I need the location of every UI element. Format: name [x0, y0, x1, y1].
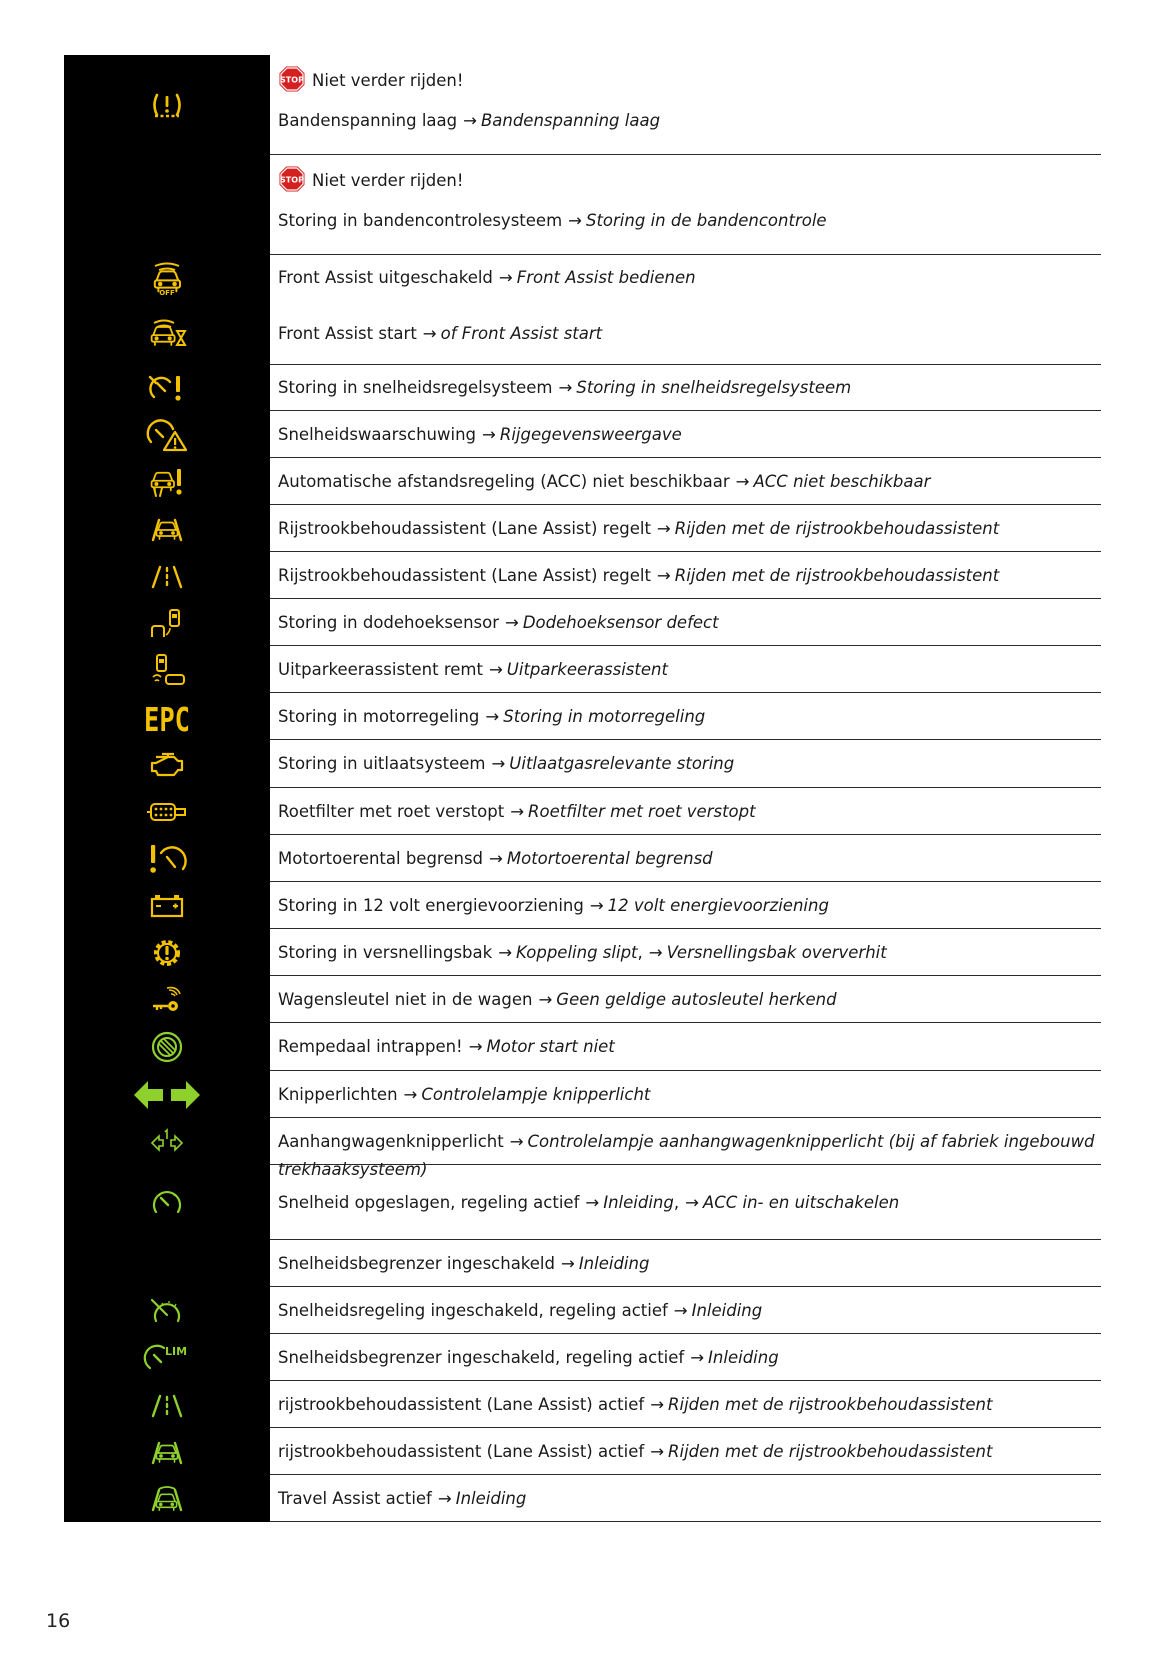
- table-row: [64, 1023, 1101, 1071]
- cross-reference-link[interactable]: ACC niet beschikbaar: [753, 472, 931, 491]
- stop-sign-icon: [278, 65, 306, 99]
- description-text: Niet verder rijden!: [312, 71, 464, 90]
- stop-warning-line: [278, 165, 1097, 199]
- description-cell: [270, 458, 1101, 505]
- table-row: [64, 929, 1101, 976]
- turn-signals-icon: [132, 1079, 202, 1111]
- icon-cell: [64, 788, 270, 835]
- icon-cell: [64, 1287, 270, 1334]
- description-line: [278, 424, 1097, 446]
- description-cell: [270, 976, 1101, 1023]
- description-line: [278, 1253, 1097, 1275]
- description-cell: [270, 929, 1101, 976]
- description-cell: [270, 505, 1101, 552]
- table-row: [64, 740, 1101, 788]
- arrow-icon: →: [648, 943, 663, 962]
- description-line: [278, 1488, 1097, 1510]
- table-row: [64, 882, 1101, 929]
- icon-cell: [64, 976, 270, 1023]
- description-cell: [270, 835, 1101, 882]
- description-line: [278, 518, 1097, 540]
- cross-reference-link[interactable]: Uitlaatgasrelevante storing: [509, 754, 735, 773]
- arrow-icon: →: [589, 896, 604, 915]
- description-text: Niet verder rijden!: [312, 171, 464, 190]
- description-cell: [270, 1240, 1101, 1287]
- table-row: [64, 599, 1101, 646]
- description-line: [278, 323, 1097, 345]
- table-row: [64, 155, 1101, 255]
- description-cell: [270, 1428, 1101, 1475]
- description-text: Front Assist start: [278, 324, 417, 343]
- cross-reference-link[interactable]: Inleiding: [691, 1301, 763, 1320]
- cross-reference-link[interactable]: Inleiding: [603, 1193, 674, 1212]
- arrow-icon: →: [437, 1489, 452, 1508]
- arrow-icon: →: [510, 802, 525, 821]
- icon-cell: [64, 55, 270, 155]
- lane-assist-car-amber-icon: [147, 514, 187, 544]
- description-text: Storing in snelheidsregelsysteem: [278, 378, 553, 397]
- cruise-control-fault-icon: [148, 373, 186, 403]
- arrow-icon: →: [585, 1193, 600, 1212]
- description-text: Snelheidsbegrenzer ingeschakeld: [278, 1254, 555, 1273]
- description-line: [278, 1441, 1097, 1463]
- arrow-icon: →: [558, 378, 573, 397]
- description-line: [278, 1300, 1097, 1322]
- icon-cell: [64, 552, 270, 599]
- description-cell: [270, 302, 1101, 365]
- description-line: [278, 612, 1097, 634]
- arrow-icon: →: [498, 268, 513, 287]
- icon-cell: [64, 1023, 270, 1071]
- speed-limiter-active-icon: [144, 1342, 190, 1374]
- description-cell: [270, 1118, 1101, 1179]
- arrow-icon: →: [538, 990, 553, 1009]
- description-line: [278, 895, 1097, 917]
- arrow-icon: →: [422, 324, 437, 343]
- description-text: Motortoerental begrensd: [278, 849, 484, 868]
- cross-reference-link[interactable]: of Front Assist start: [440, 324, 603, 343]
- description-text: Travel Assist actief: [278, 1489, 432, 1508]
- press-brake-pedal-icon: [150, 1030, 184, 1064]
- description-cell: [270, 882, 1101, 929]
- svg-text:EPC: EPC: [144, 699, 190, 739]
- description-line: [278, 801, 1097, 823]
- description-text: Storing in uitlaatsysteem: [278, 754, 486, 773]
- cross-reference-link[interactable]: Rijden met de rijstrookbehoudassistent: [674, 566, 1000, 585]
- description-cell: [270, 1334, 1101, 1381]
- icon-cell: [64, 365, 270, 411]
- icon-cell: [64, 1165, 270, 1240]
- table-row: [64, 976, 1101, 1023]
- icon-cell: [64, 646, 270, 693]
- icon-cell: [64, 929, 270, 976]
- icon-cell: [64, 1118, 270, 1165]
- description-text: Aanhangwagenknipperlicht: [278, 1132, 504, 1151]
- table-row: [64, 458, 1101, 505]
- description-cell: [270, 1023, 1101, 1071]
- svg-text:LIM: LIM: [164, 1344, 188, 1358]
- arrow-icon: →: [568, 211, 582, 230]
- cross-reference-link[interactable]: Rijden met de rijstrookbehoudassistent: [668, 1395, 993, 1414]
- table-row: [64, 1240, 1101, 1287]
- cross-reference-link[interactable]: Front Assist bedienen: [516, 268, 696, 287]
- description-line: Storing in versnellingsbak → Koppeling slipt, → Versnellingsbak oververhit: [278, 943, 887, 962]
- description-line: [278, 1347, 1097, 1369]
- description-line: Snelheid opgeslagen, regeling actief → Inleiding, → ACC in- en uitschakelen: [278, 1193, 900, 1212]
- speedometer-green-icon: [150, 1188, 184, 1218]
- arrow-icon: →: [403, 1085, 418, 1104]
- description-line: [278, 1036, 1097, 1058]
- table-row: [64, 365, 1101, 411]
- table-row: [64, 505, 1101, 552]
- cross-reference-link[interactable]: Versnellingsbak oververhit: [666, 943, 887, 962]
- table-row: [64, 693, 1101, 740]
- arrow-icon: →: [489, 849, 503, 868]
- description-cell: [270, 693, 1101, 740]
- front-assist-start-icon: [148, 319, 186, 349]
- icon-cell: [64, 411, 270, 458]
- cross-reference-link[interactable]: Storing in snelheidsregelsysteem: [576, 378, 852, 397]
- arrow-icon: →: [498, 943, 513, 962]
- arrow-icon: →: [485, 707, 500, 726]
- arrow-icon: →: [463, 111, 477, 130]
- lane-assist-lines-amber-icon: [147, 561, 187, 591]
- description-cell: [270, 1165, 1101, 1240]
- description-cell: [270, 411, 1101, 458]
- table-row: [64, 1381, 1101, 1428]
- arrow-icon: →: [673, 1301, 688, 1320]
- svg-text:STOP: STOP: [280, 175, 304, 185]
- cross-reference-link[interactable]: Motortoerental begrensd: [506, 849, 713, 868]
- icon-cell: [64, 1381, 270, 1428]
- icon-cell: [64, 740, 270, 788]
- cross-reference-link[interactable]: Geen geldige autosleutel herkend: [556, 990, 837, 1009]
- description-line: [278, 267, 1097, 289]
- description-text: Storing in dodehoeksensor: [278, 613, 500, 632]
- description-line: [278, 377, 1097, 399]
- blind-spot-sensor-icon: [148, 607, 186, 639]
- description-line: [278, 706, 1097, 728]
- table-row: [64, 55, 1101, 155]
- table-row: [64, 788, 1101, 835]
- icon-cell: [64, 1334, 270, 1381]
- description-line: [278, 565, 1097, 587]
- description-cell: [270, 1071, 1101, 1118]
- arrow-icon: →: [656, 566, 671, 585]
- icon-cell: [64, 882, 270, 929]
- table-row: [64, 1071, 1101, 1118]
- description-text: Knipperlichten: [278, 1085, 398, 1104]
- description-cell: [270, 646, 1101, 693]
- description-line: [278, 110, 1097, 132]
- table-row: [64, 835, 1101, 882]
- cross-reference-link[interactable]: Storing in motorregeling: [503, 707, 706, 726]
- svg-text:STOP: STOP: [280, 75, 304, 85]
- arrow-icon: →: [735, 472, 750, 491]
- table-row: [64, 1334, 1101, 1381]
- description-text: rijstrookbehoudassistent (Lane Assist) actief: [278, 1442, 645, 1461]
- table-row: [64, 1475, 1101, 1522]
- description-cell: [270, 155, 1101, 255]
- description-cell: [270, 255, 1101, 302]
- icon-cell: [64, 505, 270, 552]
- page-number: 16: [46, 1610, 71, 1632]
- cross-reference-link[interactable]: Roetfilter met roet verstopt: [528, 802, 756, 821]
- arrow-icon: →: [656, 519, 671, 538]
- icon-cell: [64, 155, 270, 255]
- description-line: [278, 1394, 1097, 1416]
- description-cell: [270, 788, 1101, 835]
- table-row: [64, 552, 1101, 599]
- icon-cell: [64, 255, 270, 302]
- arrow-icon: →: [505, 613, 519, 632]
- description-line: [278, 753, 1097, 775]
- description-line: [278, 210, 1097, 232]
- description-text: Snelheid opgeslagen, regeling actief: [278, 1193, 580, 1212]
- description-text: rijstrookbehoudassistent (Lane Assist) actief: [278, 1395, 645, 1414]
- cruise-control-active-icon: [148, 1295, 186, 1327]
- table-row: [64, 255, 1101, 302]
- icon-cell: [64, 1240, 270, 1287]
- exit-assist-brake-icon: [147, 653, 187, 687]
- cross-reference-link[interactable]: Koppeling slipt: [516, 943, 638, 962]
- description-text: Wagensleutel niet in de wagen: [278, 990, 533, 1009]
- table-row: [64, 1287, 1101, 1334]
- description-cell: [270, 740, 1101, 788]
- particulate-filter-icon: [145, 800, 189, 824]
- cross-reference-link[interactable]: Bandenspanning laag: [480, 111, 661, 130]
- description-line: [278, 989, 1097, 1011]
- gearbox-fault-icon: [150, 936, 184, 970]
- icon-cell: [64, 599, 270, 646]
- description-text: Bandenspanning laag: [278, 111, 458, 130]
- speed-warning-icon: [147, 418, 187, 452]
- cross-reference-link[interactable]: Motor start niet: [486, 1037, 615, 1056]
- description-text: Snelheidsbegrenzer ingeschakeld, regeling actief: [278, 1348, 685, 1367]
- cross-reference-link[interactable]: ACC in- en uitschakelen: [702, 1193, 900, 1212]
- description-text: Storing in 12 volt energievoorziening: [278, 896, 584, 915]
- cross-reference-link[interactable]: Rijden met de rijstrookbehoudassistent: [674, 519, 1000, 538]
- description-cell: [270, 365, 1101, 411]
- description-line: [278, 1084, 1097, 1106]
- icon-cell: [64, 1071, 270, 1118]
- description-cell: [270, 1287, 1101, 1334]
- cross-reference-link[interactable]: 12 volt energievoorziening: [607, 896, 829, 915]
- description-text: Front Assist uitgeschakeld: [278, 268, 493, 287]
- cross-reference-link[interactable]: Rijgegevensweergave: [499, 425, 682, 444]
- description-text: Storing in motorregeling: [278, 707, 480, 726]
- cross-reference-link[interactable]: Inleiding: [578, 1254, 650, 1273]
- engine-speed-limited-icon: [147, 843, 187, 875]
- description-line: [278, 848, 1097, 870]
- svg-text:OFF: OFF: [159, 288, 175, 297]
- description-cell: [270, 55, 1101, 155]
- description-text: Automatische afstandsregeling (ACC) niet beschikbaar: [278, 472, 730, 491]
- icon-cell: [64, 1475, 270, 1522]
- battery-icon: [149, 893, 185, 919]
- acc-unavailable-icon: [148, 466, 186, 498]
- cross-reference-link[interactable]: Storing in de bandencontrole: [585, 211, 827, 230]
- description-line: [278, 471, 1097, 493]
- description-cell: [270, 1475, 1101, 1522]
- lane-assist-car-green-icon: [147, 1437, 187, 1467]
- arrow-icon: →: [491, 754, 506, 773]
- description-text: Rempedaal intrappen!: [278, 1037, 463, 1056]
- table-row: [64, 1165, 1101, 1240]
- description-text: Snelheidswaarschuwing: [278, 425, 477, 444]
- description-line: [278, 659, 1097, 681]
- icon-cell: [64, 458, 270, 505]
- arrow-icon: →: [690, 1348, 705, 1367]
- icon-cell: [64, 693, 270, 740]
- epc-icon: [142, 699, 192, 739]
- tire-pressure-warning-icon: [150, 90, 184, 120]
- stop-sign-icon: [278, 165, 306, 199]
- cross-reference-link[interactable]: Dodehoeksensor defect: [522, 613, 719, 632]
- engine-check-icon: [148, 750, 186, 778]
- table-row: [64, 646, 1101, 693]
- icon-cell: [64, 302, 270, 365]
- lane-assist-lines-green-icon: [147, 1390, 187, 1420]
- description-cell: [270, 599, 1101, 646]
- cross-reference-link[interactable]: Controlelampje knipperlicht: [421, 1085, 651, 1104]
- trailer-turn-signal-icon: [149, 1127, 185, 1157]
- arrow-icon: →: [650, 1395, 665, 1414]
- icon-cell: [64, 835, 270, 882]
- description-cell: [270, 1381, 1101, 1428]
- table-row: [64, 1428, 1101, 1475]
- arrow-icon: →: [509, 1132, 524, 1151]
- cross-reference-link[interactable]: Rijden met de rijstrookbehoudassistent: [668, 1442, 993, 1461]
- description-text: Storing in versnellingsbak: [278, 943, 493, 962]
- description-text: Roetfilter met roet verstopt: [278, 802, 505, 821]
- icon-cell: [64, 1428, 270, 1475]
- description-text: Rijstrookbehoudassistent (Lane Assist) regelt: [278, 566, 651, 585]
- arrow-icon: →: [560, 1254, 575, 1273]
- cross-reference-link[interactable]: Controlelampje aanhangwagenknipperlicht (bij af fabriek ingebouwd trekhaaksysteem): [278, 1132, 1095, 1179]
- description-text: Rijstrookbehoudassistent (Lane Assist) regelt: [278, 519, 651, 538]
- front-assist-off-icon: [149, 262, 185, 296]
- table-row: [64, 411, 1101, 458]
- table-row: [64, 302, 1101, 365]
- key-not-in-car-icon: [149, 986, 185, 1014]
- cross-reference-link[interactable]: Inleiding: [455, 1489, 527, 1508]
- arrow-icon: →: [468, 1037, 483, 1056]
- arrow-icon: →: [685, 1193, 699, 1212]
- description-text: Uitparkeerassistent remt: [278, 660, 483, 679]
- cross-reference-link[interactable]: Uitparkeerassistent: [506, 660, 668, 679]
- arrow-icon: →: [482, 425, 496, 444]
- description-text: Snelheidsregeling ingeschakeld, regeling actief: [278, 1301, 668, 1320]
- travel-assist-icon: [147, 1484, 187, 1514]
- arrow-icon: →: [650, 1442, 665, 1461]
- description-cell: [270, 552, 1101, 599]
- arrow-icon: →: [488, 660, 503, 679]
- cross-reference-link[interactable]: Inleiding: [708, 1348, 779, 1367]
- table-row: [64, 1118, 1101, 1179]
- description-text: Storing in bandencontrolesysteem: [278, 211, 563, 230]
- stop-warning-line: [278, 65, 1097, 99]
